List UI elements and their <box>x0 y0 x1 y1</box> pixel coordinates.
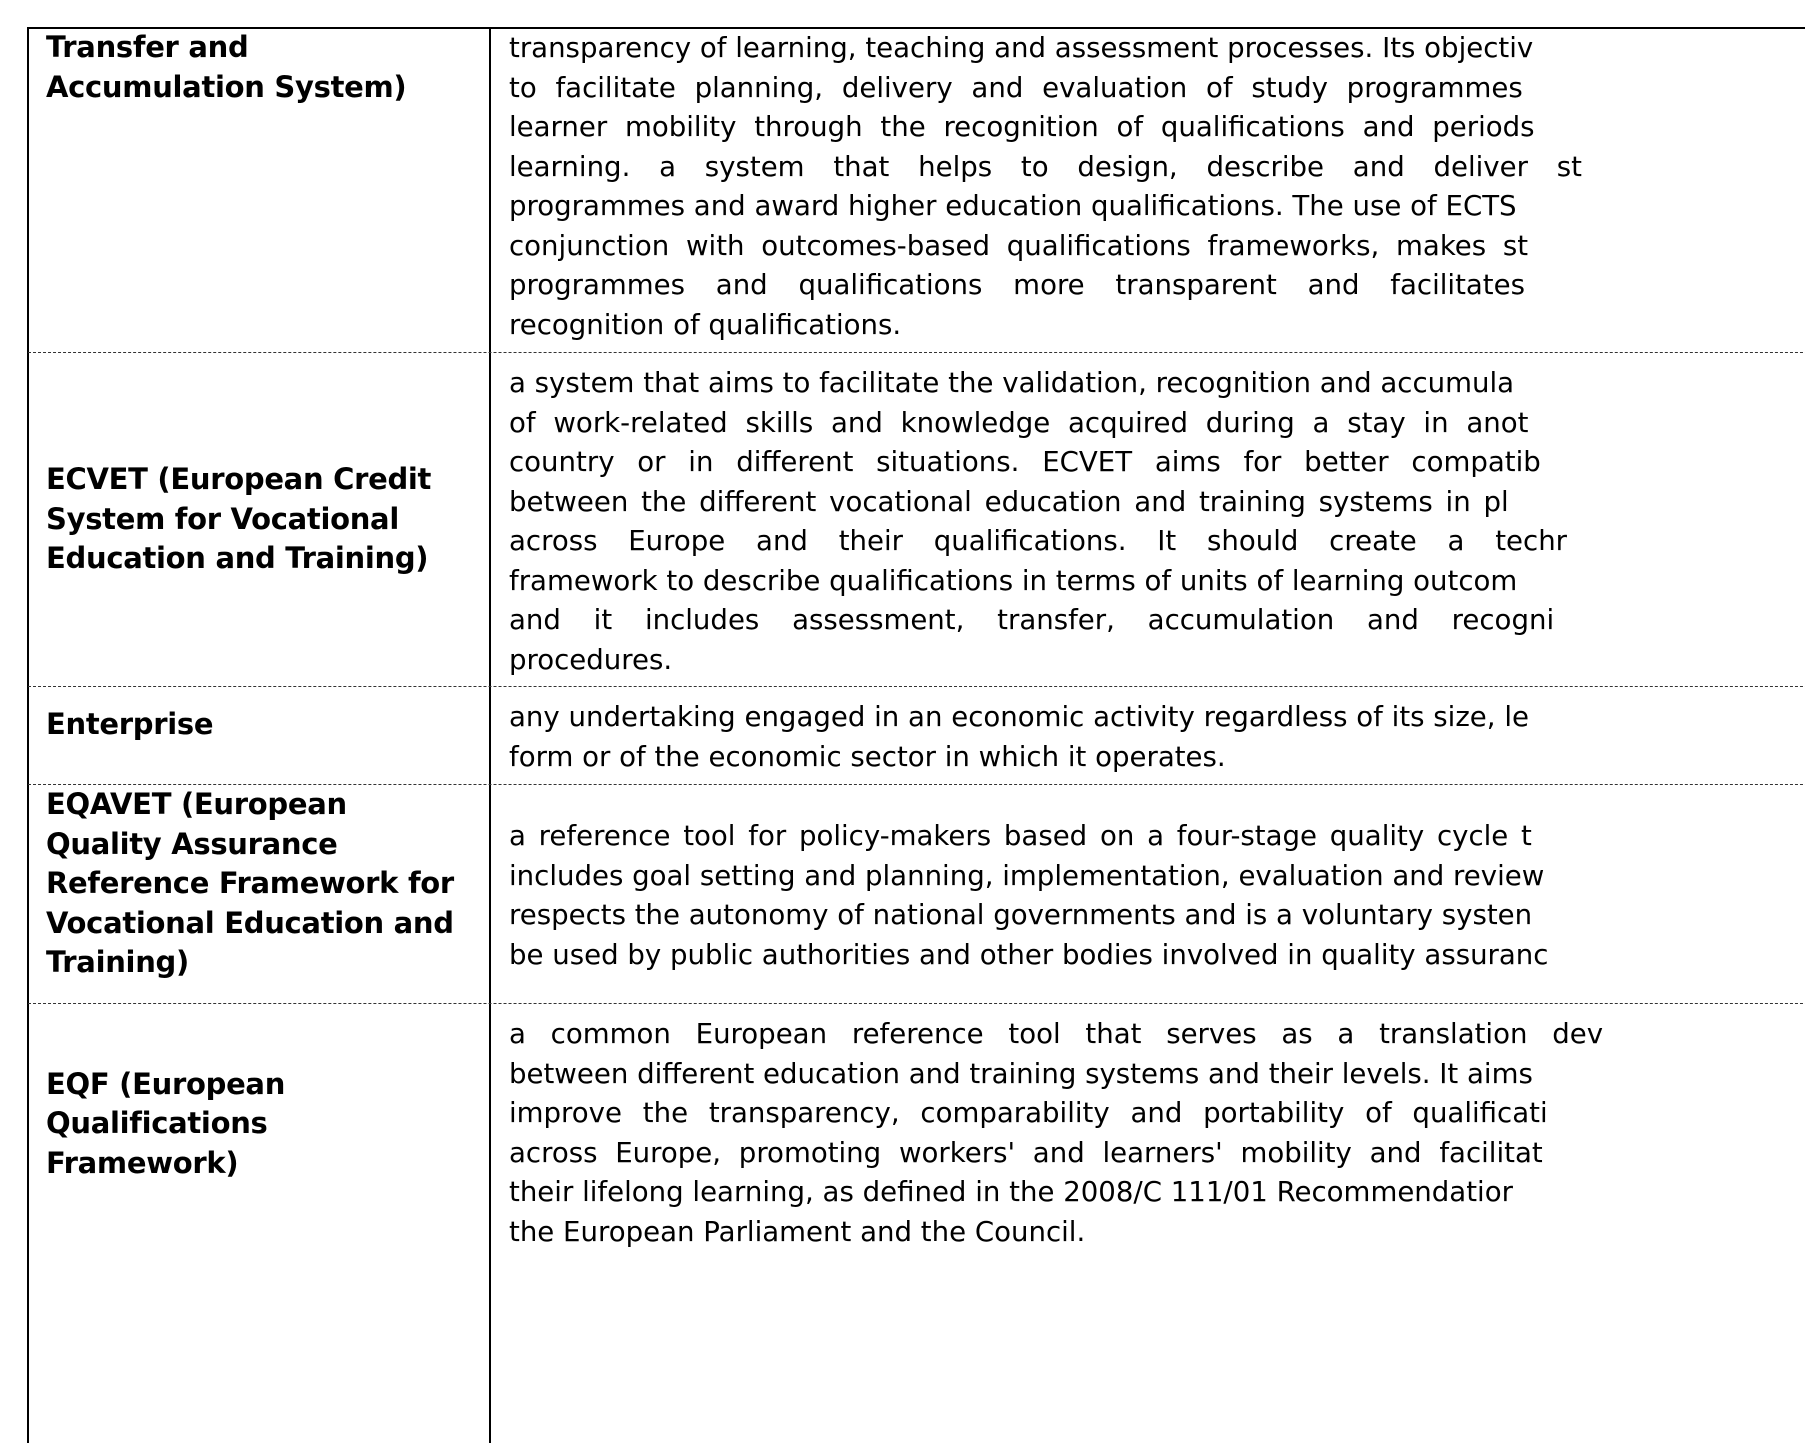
definition-line: learner mobility through the recognition of qualifications and periods <box>509 110 1535 143</box>
term-line: EQAVET (European <box>46 787 347 821</box>
definition-line: their lifelong learning, as defined in the 2008/C 111/01 Recommendatior <box>509 1175 1513 1208</box>
definition-line: a common European reference tool that serves as a translation dev <box>509 1017 1604 1050</box>
term-line: Reference Framework for <box>46 866 454 900</box>
glossary-row-eqf <box>0 1004 1805 1443</box>
term-line: Quality Assurance <box>46 826 338 861</box>
glossary-row-eqavet <box>0 785 1805 1003</box>
definition-line: be used by public authorities and other bodies involved in quality assuranc <box>509 937 1549 971</box>
term-line: Accumulation System) <box>46 69 407 104</box>
definition-line: a reference tool for policy-makers based on a four-stage quality cycle t <box>509 819 1532 852</box>
term-line: Education and Training) <box>46 541 429 576</box>
term-cell <box>46 785 476 987</box>
definition-line: the European Parliament and the Council. <box>509 1214 1086 1248</box>
term-line: Transfer and <box>46 30 249 64</box>
term-line: Vocational Education and <box>46 905 454 940</box>
glossary-row-enterprise <box>0 687 1805 784</box>
glossary-row-ects <box>0 28 1805 352</box>
definition-line: learning. a system that helps to design, describe and deliver st <box>509 149 1582 183</box>
definition-line: country or in different situations. ECVET aims for better compatib <box>509 445 1541 478</box>
definition-cell <box>509 363 1805 679</box>
term-cell <box>46 353 476 686</box>
definition-line: a system that aims to facilitate the validation, recognition and accumula <box>509 366 1515 399</box>
definition-line: includes goal setting and planning, implementation, evaluation and review <box>509 858 1545 892</box>
definition-line: procedures. <box>509 642 673 676</box>
definition-line: conjunction with outcomes-based qualifications frameworks, makes st <box>509 228 1529 262</box>
term-line: System for Vocational <box>46 501 399 536</box>
definition-line: to facilitate planning, delivery and evaluation of study programmes <box>509 70 1523 104</box>
definition-cell <box>509 28 1805 348</box>
term-cell <box>46 1004 476 1244</box>
term-line: Training) <box>46 945 189 979</box>
definition-cell <box>509 1014 1805 1251</box>
definition-line: programmes and qualifications more transparent and facilitates <box>509 268 1525 301</box>
term-cell <box>46 28 476 152</box>
definition-line: framework to describe qualifications in terms of units of learning outcom <box>509 563 1518 597</box>
definition-line: form or of the economic sector in which it operates. <box>509 739 1226 773</box>
definition-line: respects the autonomy of national governments and is a voluntary systen <box>509 898 1533 931</box>
term-line: EQF (European <box>46 1066 286 1101</box>
definition-line: between different education and training systems and their levels. It aims <box>509 1056 1533 1090</box>
definition-line: of work-related skills and knowledge acquired during a stay in anot <box>509 405 1529 439</box>
term-line: Framework) <box>46 1145 239 1180</box>
definition-line: transparency of learning, teaching and assessment processes. Its objectiv <box>509 31 1534 64</box>
term-cell <box>46 687 476 762</box>
definition-cell <box>509 816 1805 974</box>
term-line: Enterprise <box>46 706 214 741</box>
definition-line: recognition of qualifications. <box>509 307 902 341</box>
definition-line: across Europe and their qualifications. It should create a techr <box>509 524 1568 557</box>
definition-line: and it includes assessment, transfer, accumulation and recogni <box>509 603 1555 636</box>
definition-cell <box>509 697 1805 776</box>
definition-line: programmes and award higher education qualifications. The use of ECTS <box>509 189 1517 222</box>
term-line: Qualifications <box>46 1106 268 1141</box>
glossary-row-ecvet <box>0 353 1805 686</box>
definition-line: improve the transparency, comparability and portability of qualificati <box>509 1096 1548 1129</box>
definition-line: any undertaking engaged in an economic activity regardless of its size, le <box>509 700 1529 733</box>
definition-line: between the different vocational education and training systems in pl <box>509 484 1509 518</box>
definition-line: across Europe, promoting workers' and learners' mobility and facilitat <box>509 1135 1543 1169</box>
term-line: ECVET (European Credit <box>46 462 432 497</box>
